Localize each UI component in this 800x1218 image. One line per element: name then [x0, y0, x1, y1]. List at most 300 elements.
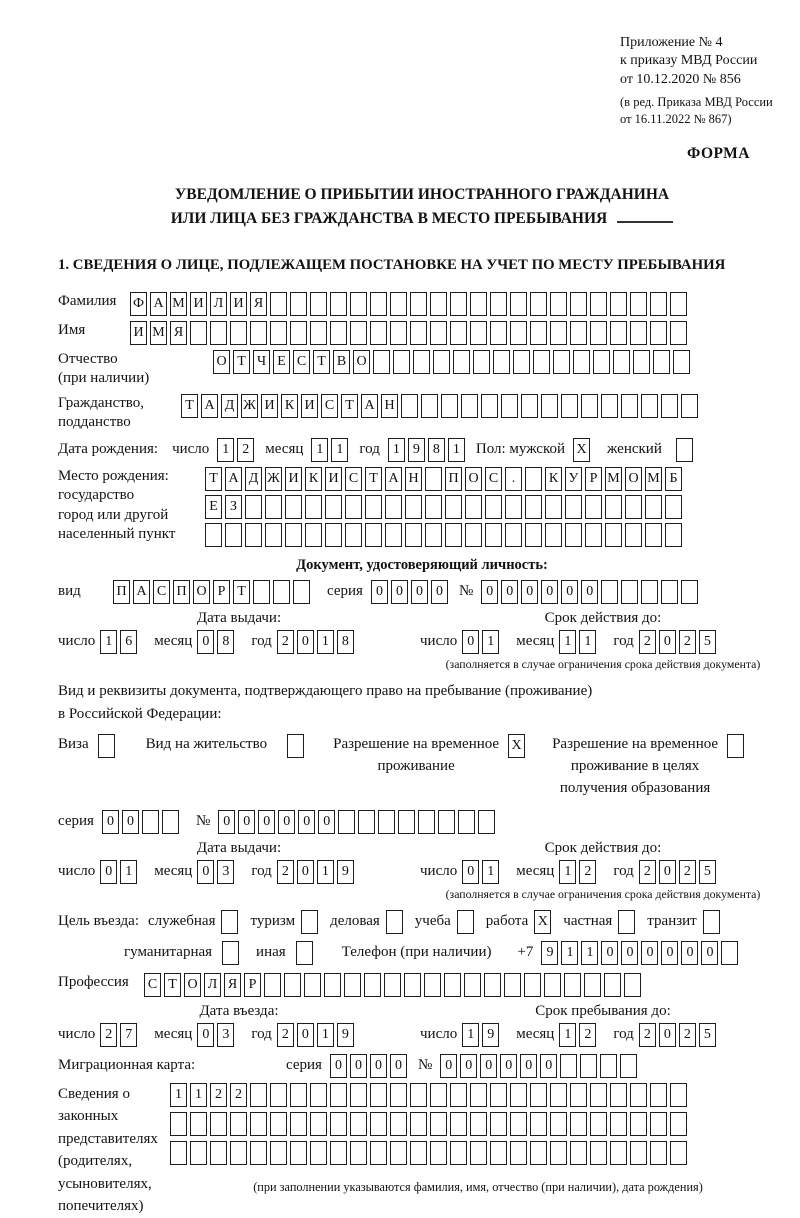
guardians-boxes-row3-cell[interactable]	[490, 1141, 507, 1165]
guardians-boxes-row3-cell[interactable]	[190, 1141, 207, 1165]
profession-boxes-cell[interactable]	[564, 973, 581, 997]
citizenship-boxes-cell[interactable]	[641, 394, 658, 418]
birthdate-year-boxes-cell[interactable]: 1	[448, 438, 465, 462]
stay-until-year-boxes-cell[interactable]: 5	[699, 1023, 716, 1047]
guardians-boxes-row3-cell[interactable]	[650, 1141, 667, 1165]
identity-valid-year-boxes-cell[interactable]: 2	[679, 630, 696, 654]
residence-issue-year-boxes-cell[interactable]: 1	[317, 860, 334, 884]
guardians-boxes-row3-cell[interactable]	[330, 1141, 347, 1165]
patronymic-boxes-cell[interactable]	[453, 350, 470, 374]
residence-number-boxes-cell[interactable]	[458, 810, 475, 834]
entry-date-day-boxes-cell[interactable]: 7	[120, 1023, 137, 1047]
profession-boxes-cell[interactable]: О	[184, 973, 201, 997]
guardians-boxes-row2-cell[interactable]	[370, 1112, 387, 1136]
profession-boxes-cell[interactable]	[424, 973, 441, 997]
birthplace-boxes-row1-cell[interactable]: Б	[665, 467, 682, 491]
profession-boxes-cell[interactable]	[624, 973, 641, 997]
birthplace-boxes-row3-cell[interactable]	[645, 523, 662, 547]
citizenship-boxes-cell[interactable]: Т	[341, 394, 358, 418]
firstname-boxes-cell[interactable]: М	[150, 321, 167, 345]
surname-boxes-cell[interactable]	[590, 292, 607, 316]
purpose-humanitarian-checkbox-cell[interactable]	[222, 941, 239, 965]
birthplace-boxes-row1-cell[interactable]: Р	[585, 467, 602, 491]
birthplace-boxes-row1-cell[interactable]: О	[625, 467, 642, 491]
guardians-boxes-row1-cell[interactable]	[330, 1083, 347, 1107]
guardians-boxes-row3-cell[interactable]	[290, 1141, 307, 1165]
profession-boxes-cell[interactable]	[604, 973, 621, 997]
identity-doc-number-boxes-cell[interactable]: 0	[561, 580, 578, 604]
firstname-boxes-cell[interactable]	[290, 321, 307, 345]
surname-boxes-cell[interactable]	[610, 292, 627, 316]
citizenship-boxes-cell[interactable]: К	[281, 394, 298, 418]
firstname-boxes-cell[interactable]	[410, 321, 427, 345]
profession-boxes-cell[interactable]	[404, 973, 421, 997]
migration-number-boxes-cell[interactable]: 0	[440, 1054, 457, 1078]
guardians-boxes-row1-cell[interactable]: 2	[230, 1083, 247, 1107]
guardians-boxes-row1-cell[interactable]	[390, 1083, 407, 1107]
birthplace-boxes-row2-cell[interactable]	[305, 495, 322, 519]
entry-date-year-boxes-cell[interactable]: 1	[317, 1023, 334, 1047]
surname-boxes-cell[interactable]: И	[190, 292, 207, 316]
citizenship-boxes-cell[interactable]	[561, 394, 578, 418]
guardians-boxes-row2-cell[interactable]	[410, 1112, 427, 1136]
surname-boxes-cell[interactable]: И	[230, 292, 247, 316]
surname-boxes-cell[interactable]	[450, 292, 467, 316]
profession-boxes-cell[interactable]	[324, 973, 341, 997]
firstname-boxes-cell[interactable]	[310, 321, 327, 345]
phone-boxes-cell[interactable]: 0	[621, 941, 638, 965]
birthplace-boxes-row3-cell[interactable]	[225, 523, 242, 547]
identity-doc-type-boxes-cell[interactable]: А	[133, 580, 150, 604]
purpose-other-checkbox-cell[interactable]	[296, 941, 313, 965]
citizenship-boxes-cell[interactable]: Д	[221, 394, 238, 418]
birthplace-boxes-row2-cell[interactable]	[545, 495, 562, 519]
guardians-boxes-row1-cell[interactable]	[490, 1083, 507, 1107]
firstname-boxes-cell[interactable]	[570, 321, 587, 345]
citizenship-boxes-cell[interactable]: Ж	[241, 394, 258, 418]
birthplace-boxes-row3-cell[interactable]	[545, 523, 562, 547]
guardians-boxes-row2-cell[interactable]	[510, 1112, 527, 1136]
identity-issue-month-boxes-cell[interactable]: 8	[217, 630, 234, 654]
birthdate-year-boxes-cell[interactable]: 9	[408, 438, 425, 462]
firstname-boxes-cell[interactable]	[650, 321, 667, 345]
citizenship-boxes-cell[interactable]: А	[201, 394, 218, 418]
birthplace-boxes-row3-cell[interactable]	[305, 523, 322, 547]
birthplace-boxes-row2-cell[interactable]	[645, 495, 662, 519]
residence-number-boxes-cell[interactable]: 0	[258, 810, 275, 834]
entry-date-year-boxes-cell[interactable]: 2	[277, 1023, 294, 1047]
birthplace-boxes-row1-cell[interactable]	[425, 467, 442, 491]
residence-number-boxes-cell[interactable]	[398, 810, 415, 834]
profession-boxes-cell[interactable]	[264, 973, 281, 997]
firstname-boxes-cell[interactable]	[630, 321, 647, 345]
guardians-boxes-row3-cell[interactable]	[570, 1141, 587, 1165]
citizenship-boxes-cell[interactable]	[481, 394, 498, 418]
birthplace-boxes-row1-cell[interactable]: Н	[405, 467, 422, 491]
profession-boxes-cell[interactable]	[444, 973, 461, 997]
birthplace-boxes-row1-cell[interactable]: И	[285, 467, 302, 491]
citizenship-boxes-cell[interactable]: И	[261, 394, 278, 418]
profession-boxes-cell[interactable]: Л	[204, 973, 221, 997]
identity-issue-day-boxes-cell[interactable]: 6	[120, 630, 137, 654]
identity-doc-type-boxes-cell[interactable]: О	[193, 580, 210, 604]
identity-valid-year-boxes-cell[interactable]: 5	[699, 630, 716, 654]
guardians-boxes-row3-cell[interactable]	[530, 1141, 547, 1165]
firstname-boxes-cell[interactable]	[270, 321, 287, 345]
birthplace-boxes-row3-cell[interactable]	[365, 523, 382, 547]
surname-boxes-cell[interactable]: М	[170, 292, 187, 316]
birthplace-boxes-row2-cell[interactable]	[425, 495, 442, 519]
surname-boxes-cell[interactable]	[330, 292, 347, 316]
identity-doc-number-boxes-cell[interactable]: 0	[521, 580, 538, 604]
firstname-boxes-cell[interactable]	[490, 321, 507, 345]
surname-boxes-cell[interactable]	[670, 292, 687, 316]
birthplace-boxes-row3-cell[interactable]	[445, 523, 462, 547]
firstname-boxes-cell[interactable]	[210, 321, 227, 345]
profession-boxes-cell[interactable]: Я	[224, 973, 241, 997]
identity-issue-month-boxes-cell[interactable]: 0	[197, 630, 214, 654]
guardians-boxes-row2-cell[interactable]	[550, 1112, 567, 1136]
identity-doc-series-boxes-cell[interactable]: 0	[431, 580, 448, 604]
entry-date-month-boxes-cell[interactable]: 0	[197, 1023, 214, 1047]
surname-boxes-cell[interactable]	[530, 292, 547, 316]
surname-boxes-cell[interactable]	[650, 292, 667, 316]
surname-boxes-cell[interactable]	[310, 292, 327, 316]
residence-issue-day-boxes-cell[interactable]: 0	[100, 860, 117, 884]
birthplace-boxes-row2-cell[interactable]	[625, 495, 642, 519]
guardians-boxes-row1-cell[interactable]	[530, 1083, 547, 1107]
guardians-boxes-row2-cell[interactable]	[310, 1112, 327, 1136]
residence-series-boxes-cell[interactable]: 0	[102, 810, 119, 834]
residence-number-boxes-cell[interactable]	[418, 810, 435, 834]
birthplace-boxes-row1-cell[interactable]: Ж	[265, 467, 282, 491]
birthplace-boxes-row3-cell[interactable]	[665, 523, 682, 547]
residence-number-boxes-cell[interactable]: 0	[318, 810, 335, 834]
migration-number-boxes-cell[interactable]: 0	[480, 1054, 497, 1078]
patronymic-boxes-cell[interactable]	[513, 350, 530, 374]
birthplace-boxes-row3-cell[interactable]	[385, 523, 402, 547]
citizenship-boxes-cell[interactable]	[461, 394, 478, 418]
patronymic-boxes-cell[interactable]	[533, 350, 550, 374]
citizenship-boxes-cell[interactable]: Т	[181, 394, 198, 418]
phone-boxes-cell[interactable]: 0	[601, 941, 618, 965]
birthplace-boxes-row3-cell[interactable]	[505, 523, 522, 547]
purpose-business-checkbox-cell[interactable]	[386, 910, 403, 934]
guardians-boxes-row3-cell[interactable]	[310, 1141, 327, 1165]
guardians-boxes-row1-cell[interactable]	[630, 1083, 647, 1107]
surname-boxes-cell[interactable]	[390, 292, 407, 316]
identity-doc-number-boxes-cell[interactable]: 0	[481, 580, 498, 604]
birthplace-boxes-row2-cell[interactable]: З	[225, 495, 242, 519]
sex-female-checkbox-cell[interactable]	[676, 438, 693, 462]
birthplace-boxes-row2-cell[interactable]	[525, 495, 542, 519]
stay-until-day-boxes-cell[interactable]: 1	[462, 1023, 479, 1047]
birthplace-boxes-row3-cell[interactable]	[265, 523, 282, 547]
guardians-boxes-row2-cell[interactable]	[490, 1112, 507, 1136]
citizenship-boxes-cell[interactable]	[401, 394, 418, 418]
guardians-boxes-row3-cell[interactable]	[590, 1141, 607, 1165]
residence-number-boxes-cell[interactable]	[338, 810, 355, 834]
identity-doc-series-boxes-cell[interactable]: 0	[411, 580, 428, 604]
birthplace-boxes-row1-cell[interactable]: .	[505, 467, 522, 491]
identity-doc-number-boxes-cell[interactable]: 0	[541, 580, 558, 604]
surname-boxes-cell[interactable]: Я	[250, 292, 267, 316]
birthplace-boxes-row3-cell[interactable]	[245, 523, 262, 547]
guardians-boxes-row1-cell[interactable]: 1	[170, 1083, 187, 1107]
identity-doc-number-boxes-cell[interactable]	[681, 580, 698, 604]
surname-boxes-cell[interactable]	[510, 292, 527, 316]
migration-series-boxes-cell[interactable]: 0	[390, 1054, 407, 1078]
birthplace-boxes-row3-cell[interactable]	[585, 523, 602, 547]
firstname-boxes-cell[interactable]	[470, 321, 487, 345]
identity-doc-type-boxes-cell[interactable]	[253, 580, 270, 604]
guardians-boxes-row1-cell[interactable]	[570, 1083, 587, 1107]
guardians-boxes-row2-cell[interactable]	[530, 1112, 547, 1136]
birthplace-boxes-row3-cell[interactable]	[405, 523, 422, 547]
identity-issue-day-boxes-cell[interactable]: 1	[100, 630, 117, 654]
firstname-boxes-cell[interactable]	[350, 321, 367, 345]
birthplace-boxes-row1-cell[interactable]: К	[305, 467, 322, 491]
stay-until-year-boxes-cell[interactable]: 2	[679, 1023, 696, 1047]
guardians-boxes-row1-cell[interactable]	[650, 1083, 667, 1107]
citizenship-boxes-cell[interactable]: Н	[381, 394, 398, 418]
profession-boxes-cell[interactable]	[524, 973, 541, 997]
residence-valid-month-boxes-cell[interactable]: 2	[579, 860, 596, 884]
guardians-boxes-row3-cell[interactable]	[470, 1141, 487, 1165]
residence-number-boxes-cell[interactable]: 0	[298, 810, 315, 834]
residence-number-boxes-cell[interactable]: 0	[218, 810, 235, 834]
migration-series-boxes-cell[interactable]: 0	[350, 1054, 367, 1078]
firstname-boxes-cell[interactable]	[370, 321, 387, 345]
citizenship-boxes-cell[interactable]: А	[361, 394, 378, 418]
residence-issue-year-boxes-cell[interactable]: 2	[277, 860, 294, 884]
migration-number-boxes-cell[interactable]	[600, 1054, 617, 1078]
residence-number-boxes-cell[interactable]	[358, 810, 375, 834]
guardians-boxes-row1-cell[interactable]	[470, 1083, 487, 1107]
profession-boxes-cell[interactable]	[384, 973, 401, 997]
guardians-boxes-row2-cell[interactable]	[190, 1112, 207, 1136]
birthplace-boxes-row1-cell[interactable]: А	[225, 467, 242, 491]
residence-permit-checkbox-cell[interactable]	[287, 734, 304, 758]
birthplace-boxes-row1-cell[interactable]	[525, 467, 542, 491]
firstname-boxes-cell[interactable]	[610, 321, 627, 345]
residence-number-boxes-cell[interactable]: 0	[278, 810, 295, 834]
firstname-boxes-cell[interactable]	[550, 321, 567, 345]
guardians-boxes-row2-cell[interactable]	[650, 1112, 667, 1136]
residence-issue-day-boxes-cell[interactable]: 1	[120, 860, 137, 884]
residence-issue-year-boxes-cell[interactable]: 0	[297, 860, 314, 884]
guardians-boxes-row1-cell[interactable]	[450, 1083, 467, 1107]
identity-doc-number-boxes-cell[interactable]	[621, 580, 638, 604]
residence-series-boxes-cell[interactable]: 0	[122, 810, 139, 834]
migration-series-boxes-cell[interactable]: 0	[370, 1054, 387, 1078]
birthplace-boxes-row2-cell[interactable]	[245, 495, 262, 519]
guardians-boxes-row1-cell[interactable]	[350, 1083, 367, 1107]
stay-until-year-boxes-cell[interactable]: 0	[659, 1023, 676, 1047]
profession-boxes-cell[interactable]	[344, 973, 361, 997]
birthdate-month-boxes-cell[interactable]: 1	[331, 438, 348, 462]
guardians-boxes-row3-cell[interactable]	[630, 1141, 647, 1165]
profession-boxes-cell[interactable]	[544, 973, 561, 997]
residence-valid-day-boxes-cell[interactable]: 1	[482, 860, 499, 884]
birthplace-boxes-row2-cell[interactable]	[285, 495, 302, 519]
firstname-boxes-cell[interactable]	[450, 321, 467, 345]
birthplace-boxes-row2-cell[interactable]	[385, 495, 402, 519]
patronymic-boxes-cell[interactable]: Е	[273, 350, 290, 374]
patronymic-boxes-cell[interactable]	[573, 350, 590, 374]
birthplace-boxes-row1-cell[interactable]: И	[325, 467, 342, 491]
firstname-boxes-cell[interactable]	[670, 321, 687, 345]
residence-valid-year-boxes-cell[interactable]: 0	[659, 860, 676, 884]
profession-boxes-cell[interactable]	[304, 973, 321, 997]
identity-valid-day-boxes-cell[interactable]: 1	[482, 630, 499, 654]
identity-doc-type-boxes-cell[interactable]: Т	[233, 580, 250, 604]
citizenship-boxes-cell[interactable]: С	[321, 394, 338, 418]
guardians-boxes-row2-cell[interactable]	[610, 1112, 627, 1136]
profession-boxes-cell[interactable]: Т	[164, 973, 181, 997]
residence-number-boxes-cell[interactable]: 0	[238, 810, 255, 834]
surname-boxes-cell[interactable]	[550, 292, 567, 316]
surname-boxes-cell[interactable]	[410, 292, 427, 316]
guardians-boxes-row1-cell[interactable]	[590, 1083, 607, 1107]
citizenship-boxes-cell[interactable]	[541, 394, 558, 418]
guardians-boxes-row3-cell[interactable]	[370, 1141, 387, 1165]
guardians-boxes-row2-cell[interactable]	[390, 1112, 407, 1136]
sex-male-checkbox-cell[interactable]: X	[573, 438, 590, 462]
guardians-boxes-row1-cell[interactable]	[250, 1083, 267, 1107]
guardians-boxes-row3-cell[interactable]	[510, 1141, 527, 1165]
migration-number-boxes-cell[interactable]	[620, 1054, 637, 1078]
guardians-boxes-row3-cell[interactable]	[170, 1141, 187, 1165]
guardians-boxes-row3-cell[interactable]	[670, 1141, 687, 1165]
patronymic-boxes-cell[interactable]	[473, 350, 490, 374]
guardians-boxes-row3-cell[interactable]	[550, 1141, 567, 1165]
guardians-boxes-row1-cell[interactable]	[370, 1083, 387, 1107]
residence-number-boxes-cell[interactable]	[438, 810, 455, 834]
guardians-boxes-row1-cell[interactable]	[410, 1083, 427, 1107]
firstname-boxes-cell[interactable]	[530, 321, 547, 345]
guardians-boxes-row3-cell[interactable]	[350, 1141, 367, 1165]
guardians-boxes-row2-cell[interactable]	[250, 1112, 267, 1136]
profession-boxes-cell[interactable]: С	[144, 973, 161, 997]
firstname-boxes-cell[interactable]	[230, 321, 247, 345]
birthplace-boxes-row3-cell[interactable]	[285, 523, 302, 547]
citizenship-boxes-cell[interactable]: И	[301, 394, 318, 418]
entry-date-year-boxes-cell[interactable]: 9	[337, 1023, 354, 1047]
citizenship-boxes-cell[interactable]	[681, 394, 698, 418]
identity-doc-series-boxes-cell[interactable]: 0	[391, 580, 408, 604]
birthplace-boxes-row2-cell[interactable]	[665, 495, 682, 519]
patronymic-boxes-cell[interactable]	[593, 350, 610, 374]
birthplace-boxes-row3-cell[interactable]	[425, 523, 442, 547]
citizenship-boxes-cell[interactable]	[581, 394, 598, 418]
profession-boxes-cell[interactable]	[364, 973, 381, 997]
birthplace-boxes-row1-cell[interactable]: Т	[365, 467, 382, 491]
guardians-boxes-row1-cell[interactable]	[310, 1083, 327, 1107]
guardians-boxes-row2-cell[interactable]	[430, 1112, 447, 1136]
identity-doc-number-boxes-cell[interactable]	[601, 580, 618, 604]
surname-boxes-cell[interactable]	[270, 292, 287, 316]
patronymic-boxes-cell[interactable]	[553, 350, 570, 374]
birthplace-boxes-row3-cell[interactable]	[465, 523, 482, 547]
phone-boxes-cell[interactable]: 0	[661, 941, 678, 965]
patronymic-boxes-cell[interactable]: Ч	[253, 350, 270, 374]
patronymic-boxes-cell[interactable]	[633, 350, 650, 374]
guardians-boxes-row2-cell[interactable]	[350, 1112, 367, 1136]
guardians-boxes-row1-cell[interactable]	[550, 1083, 567, 1107]
firstname-boxes-cell[interactable]: Я	[170, 321, 187, 345]
birthdate-year-boxes-cell[interactable]: 1	[388, 438, 405, 462]
birthplace-boxes-row1-cell[interactable]: С	[485, 467, 502, 491]
birthplace-boxes-row1-cell[interactable]: М	[605, 467, 622, 491]
patronymic-boxes-cell[interactable]	[373, 350, 390, 374]
guardians-boxes-row2-cell[interactable]	[210, 1112, 227, 1136]
guardians-boxes-row2-cell[interactable]	[670, 1112, 687, 1136]
profession-boxes-cell[interactable]	[284, 973, 301, 997]
surname-boxes-cell[interactable]: А	[150, 292, 167, 316]
phone-boxes-cell[interactable]: 1	[581, 941, 598, 965]
migration-number-boxes-cell[interactable]: 0	[460, 1054, 477, 1078]
profession-boxes-cell[interactable]	[504, 973, 521, 997]
residence-valid-year-boxes-cell[interactable]: 2	[679, 860, 696, 884]
birthplace-boxes-row2-cell[interactable]	[465, 495, 482, 519]
residence-issue-month-boxes-cell[interactable]: 3	[217, 860, 234, 884]
patronymic-boxes-cell[interactable]	[673, 350, 690, 374]
citizenship-boxes-cell[interactable]	[501, 394, 518, 418]
residence-number-boxes-cell[interactable]	[478, 810, 495, 834]
guardians-boxes-row3-cell[interactable]	[450, 1141, 467, 1165]
patronymic-boxes-cell[interactable]: О	[353, 350, 370, 374]
identity-doc-type-boxes-cell[interactable]	[293, 580, 310, 604]
guardians-boxes-row3-cell[interactable]	[610, 1141, 627, 1165]
phone-boxes-cell[interactable]: 0	[641, 941, 658, 965]
identity-valid-day-boxes-cell[interactable]: 0	[462, 630, 479, 654]
identity-issue-year-boxes-cell[interactable]: 2	[277, 630, 294, 654]
patronymic-boxes-cell[interactable]: В	[333, 350, 350, 374]
birthdate-year-boxes-cell[interactable]: 8	[428, 438, 445, 462]
birthplace-boxes-row3-cell[interactable]	[525, 523, 542, 547]
birthplace-boxes-row1-cell[interactable]: Т	[205, 467, 222, 491]
entry-date-year-boxes-cell[interactable]: 0	[297, 1023, 314, 1047]
patronymic-boxes-cell[interactable]: С	[293, 350, 310, 374]
phone-boxes-cell[interactable]	[721, 941, 738, 965]
surname-boxes-cell[interactable]	[470, 292, 487, 316]
guardians-boxes-row1-cell[interactable]: 2	[210, 1083, 227, 1107]
guardians-boxes-row3-cell[interactable]	[230, 1141, 247, 1165]
migration-series-boxes-cell[interactable]: 0	[330, 1054, 347, 1078]
surname-boxes-cell[interactable]	[570, 292, 587, 316]
birthplace-boxes-row1-cell[interactable]: А	[385, 467, 402, 491]
birthplace-boxes-row2-cell[interactable]	[365, 495, 382, 519]
guardians-boxes-row2-cell[interactable]	[170, 1112, 187, 1136]
birthplace-boxes-row2-cell[interactable]: Е	[205, 495, 222, 519]
identity-valid-year-boxes-cell[interactable]: 2	[639, 630, 656, 654]
residence-number-boxes-cell[interactable]	[378, 810, 395, 834]
identity-issue-year-boxes-cell[interactable]: 0	[297, 630, 314, 654]
identity-valid-month-boxes-cell[interactable]: 1	[559, 630, 576, 654]
surname-boxes-cell[interactable]	[290, 292, 307, 316]
citizenship-boxes-cell[interactable]	[441, 394, 458, 418]
birthplace-boxes-row1-cell[interactable]: Д	[245, 467, 262, 491]
residence-issue-month-boxes-cell[interactable]: 0	[197, 860, 214, 884]
phone-boxes-cell[interactable]: 9	[541, 941, 558, 965]
firstname-boxes-cell[interactable]: И	[130, 321, 147, 345]
guardians-boxes-row1-cell[interactable]	[510, 1083, 527, 1107]
firstname-boxes-cell[interactable]	[430, 321, 447, 345]
identity-doc-number-boxes-cell[interactable]	[661, 580, 678, 604]
birthplace-boxes-row3-cell[interactable]	[485, 523, 502, 547]
guardians-boxes-row1-cell[interactable]	[430, 1083, 447, 1107]
